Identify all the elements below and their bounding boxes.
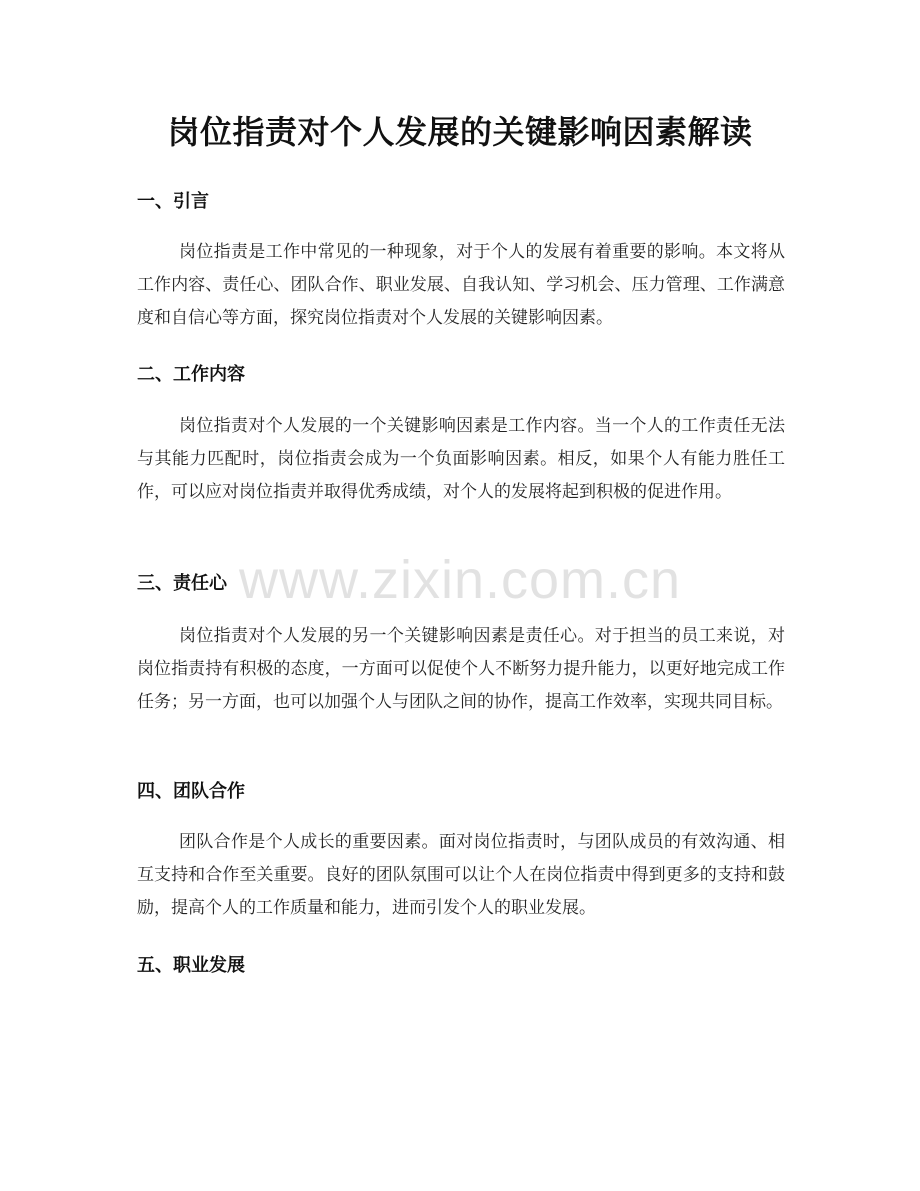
section-heading-career: 五、职业发展 (137, 955, 245, 976)
section-heading-teamwork: 四、团队合作 (137, 781, 245, 802)
section-heading-intro: 一、引言 (137, 191, 209, 212)
section-paragraph-work-content: 岗位指责对个人发展的一个关键影响因素是工作内容。当一个人的工作责任无法与其能力匹配时，岗位指责会成为一个负面影响因素。相反，如果个人有能力胜任工作，可以应对岗位指责并取得优秀成绩，对个人的发展将起到积极的促进作用。 (137, 416, 785, 502)
watermark: www.zixin.com.cn (238, 550, 682, 610)
section-heading-work-content: 二、工作内容 (137, 364, 245, 385)
section-heading-responsibility: 三、责任心 (137, 573, 227, 594)
section-paragraph-intro: 岗位指责是工作中常见的一种现象，对于个人的发展有着重要的影响。本文将从工作内容、责任心、团队合作、职业发展、自我认知、学习机会、压力管理、工作满意度和自信心等方面，探究岗位指责对个人发展的关键影响因素。 (137, 242, 785, 328)
section-paragraph-responsibility: 岗位指责对个人发展的另一个关键影响因素是责任心。对于担当的员工来说，对岗位指责持有积极的态度，一方面可以促使个人不断努力提升能力，以更好地完成工作任务；另一方面，也可以加强个人与团队之间的协作，提高工作效率，实现共同目标。 (137, 626, 785, 712)
section-paragraph-teamwork: 团队合作是个人成长的重要因素。面对岗位指责时，与团队成员的有效沟通、相互支持和合作至关重要。良好的团队氛围可以让个人在岗位指责中得到更多的支持和鼓励，提高个人的工作质量和能力，进而引发个人的职业发展。 (137, 832, 785, 918)
page-title: 岗位指责对个人发展的关键影响因素解读 (167, 113, 753, 151)
